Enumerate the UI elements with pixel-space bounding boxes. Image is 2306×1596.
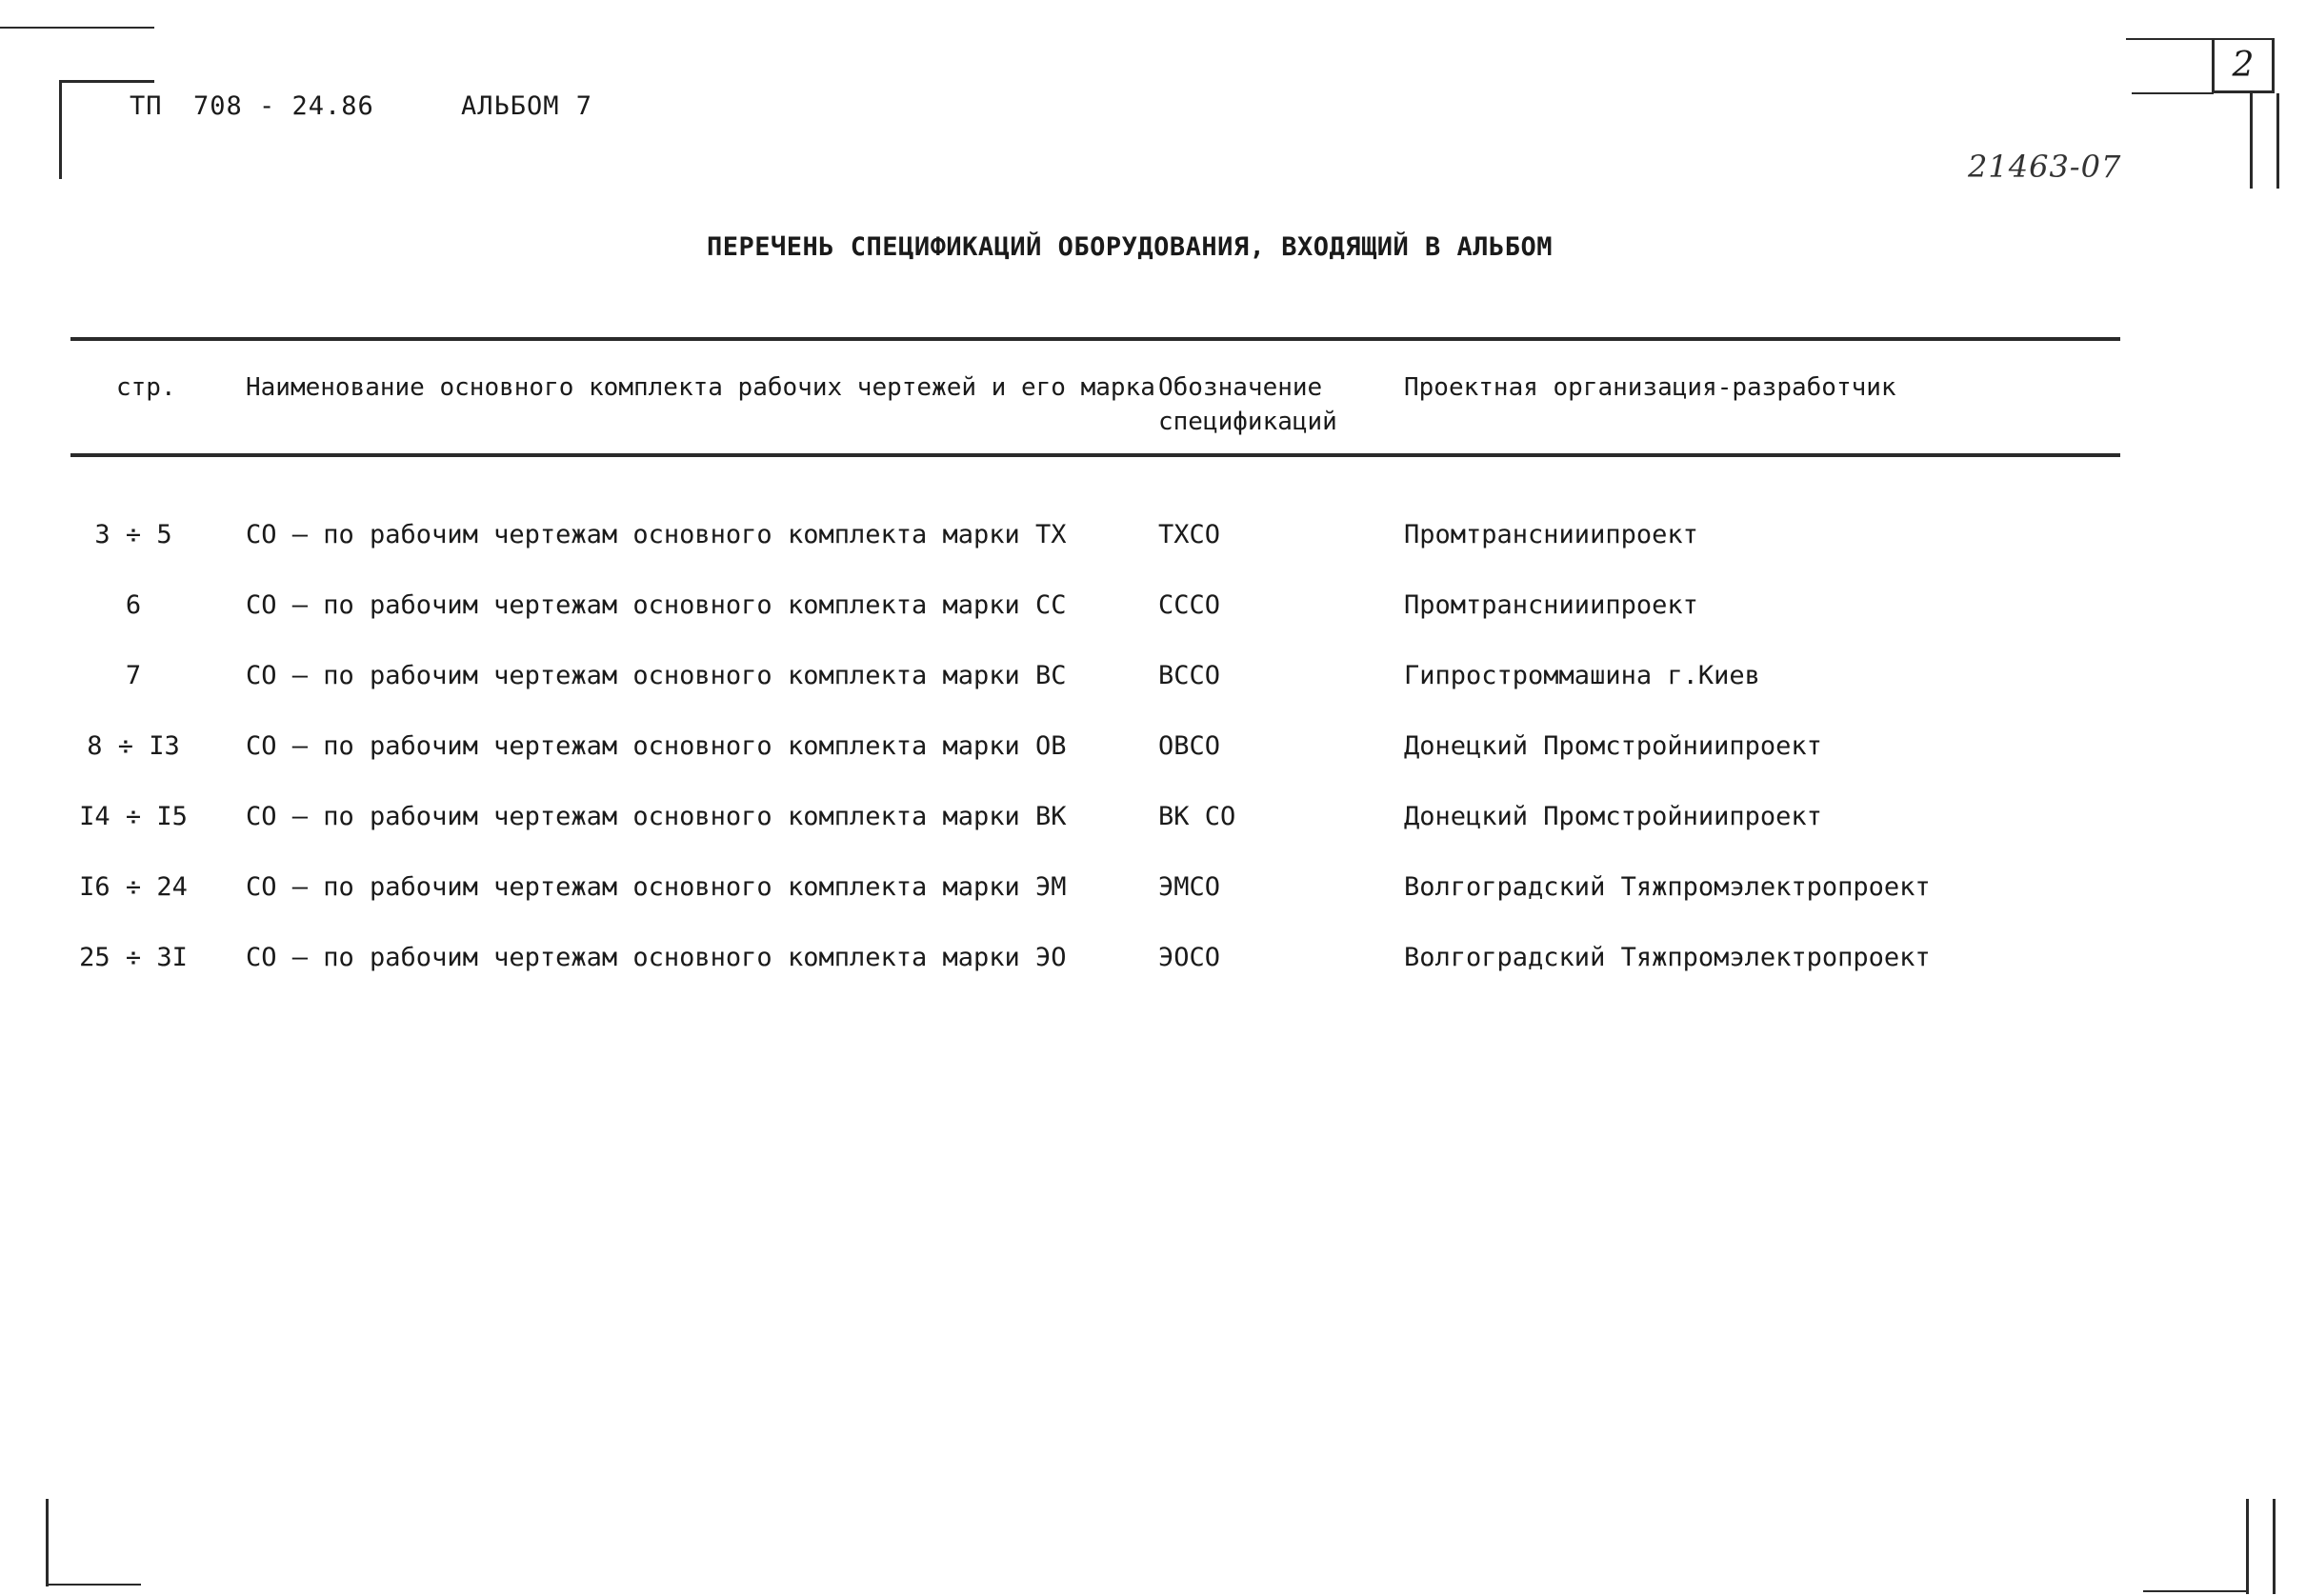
table-row <box>0 520 2306 568</box>
column-header-code-line2: спецификаций <box>1158 408 1337 436</box>
registration-number: 21463-07 <box>1968 149 2122 185</box>
sheet-number: 2 <box>2232 46 2255 85</box>
row-org: Промтранснииипроект <box>1404 520 1698 549</box>
row-org: Донецкий Промстройниипроект <box>1404 802 1822 831</box>
frame-bottom-left-vert <box>46 1499 49 1586</box>
table-row <box>0 661 2306 708</box>
frame-top-right-rule <box>2126 38 2214 40</box>
frame-top-left-rule <box>0 27 154 29</box>
row-page: 7 <box>125 661 142 690</box>
table-header-rule <box>70 453 2120 457</box>
row-code: ЭОСО <box>1158 943 1221 972</box>
row-org: Волгоградский Тяжпромэлектропроект <box>1404 872 1931 902</box>
table-top-rule <box>70 337 2120 341</box>
row-org: Промтранснииипроект <box>1404 590 1698 620</box>
frame-bottom-right-vert-2 <box>2273 1499 2276 1594</box>
frame-right-edge-2 <box>2276 93 2279 189</box>
frame-right-edge-1 <box>2250 93 2253 189</box>
row-code: ТХСО <box>1158 520 1221 549</box>
row-page: I4 ÷ I5 <box>79 802 188 831</box>
table-row <box>0 802 2306 849</box>
sheet-number-box <box>2212 38 2275 93</box>
column-header-name: Наименование основного комплекта рабочих чертежей и его марка <box>246 373 1155 402</box>
frame-right-short-rule <box>2132 92 2214 94</box>
table-row <box>0 943 2306 990</box>
row-name: СО – по рабочим чертежам основного комплекта марки ОВ <box>246 731 1067 761</box>
row-name: СО – по рабочим чертежам основного комплекта марки ЭО <box>246 943 1067 972</box>
project-code: 708 - 24.86 <box>193 91 374 121</box>
column-header-code-line1: Обозначение <box>1158 373 1323 402</box>
row-name: СО – по рабочим чертежам основного комплекта марки ВК <box>246 802 1067 831</box>
row-name: СО – по рабочим чертежам основного комплекта марки ТХ <box>246 520 1067 549</box>
frame-corner-top <box>59 80 154 83</box>
table-row <box>0 872 2306 920</box>
series-label: ТП <box>130 91 163 121</box>
frame-bottom-right-vert-1 <box>2246 1499 2249 1594</box>
page-title: ПЕРЕЧЕНЬ СПЕЦИФИКАЦИЙ ОБОРУДОВАНИЯ, ВХОДЯЩИЙ В АЛЬБОМ <box>707 232 1554 262</box>
row-code: ВК СО <box>1158 802 1236 831</box>
row-org: Донецкий Промстройниипроект <box>1404 731 1822 761</box>
row-code: ОВСО <box>1158 731 1221 761</box>
row-name: СО – по рабочим чертежам основного комплекта марки ЭМ <box>246 872 1067 902</box>
row-name: СО – по рабочим чертежам основного комплекта марки ВС <box>246 661 1067 690</box>
frame-bottom-right-horiz <box>2143 1590 2248 1592</box>
row-page: 25 ÷ 3I <box>79 943 188 972</box>
column-header-org: Проектная организация-разработчик <box>1404 373 1896 402</box>
row-code: СССО <box>1158 590 1221 620</box>
row-code: ЭМСО <box>1158 872 1221 902</box>
row-page: I6 ÷ 24 <box>79 872 188 902</box>
row-page: 8 ÷ I3 <box>87 731 180 761</box>
frame-bottom-left-horiz <box>46 1584 141 1586</box>
row-code: ВССО <box>1158 661 1221 690</box>
row-org: Гипростроммашина г.Киев <box>1404 661 1760 690</box>
table-row <box>0 590 2306 638</box>
row-page: 6 <box>125 590 142 620</box>
row-org: Волгоградский Тяжпромэлектропроект <box>1404 943 1931 972</box>
album-label: АЛЬБОМ 7 <box>461 91 593 121</box>
row-name: СО – по рабочим чертежам основного комплекта марки СС <box>246 590 1067 620</box>
table-row <box>0 731 2306 779</box>
frame-corner-left <box>59 80 62 179</box>
column-header-page: стр. <box>116 373 176 402</box>
row-page: 3 ÷ 5 <box>94 520 172 549</box>
